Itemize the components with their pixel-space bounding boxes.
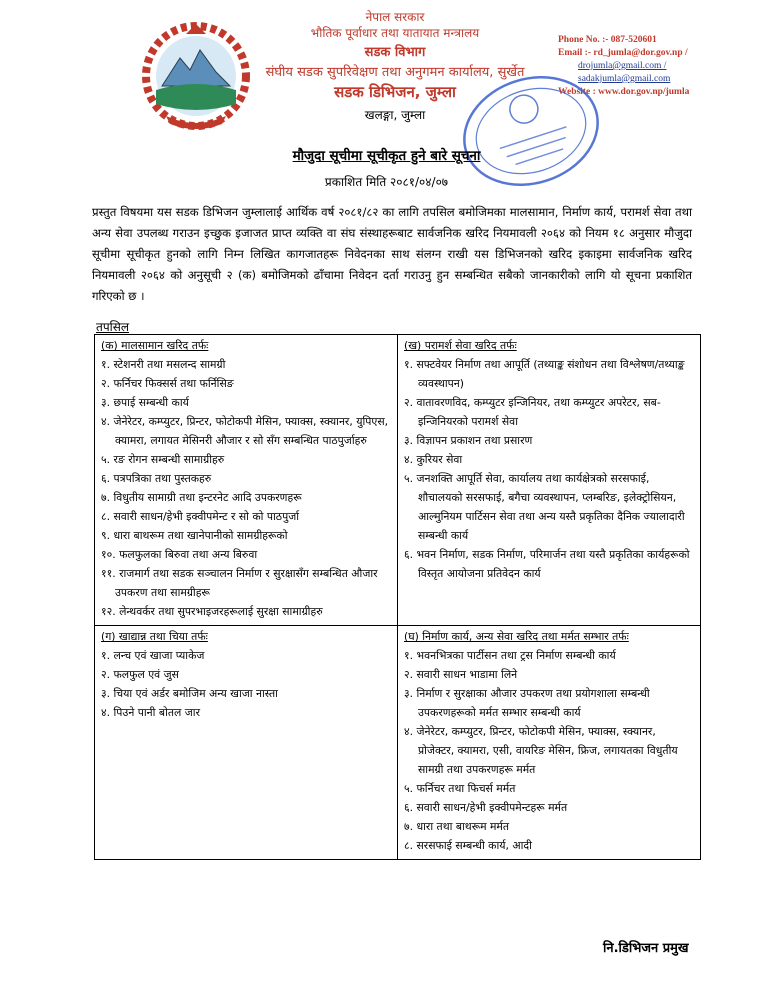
published-date: प्रकाशित मिति २०८१/०४/०७ [324, 175, 449, 189]
section-heading: (क) मालसामान खरिद तर्फः [101, 339, 209, 352]
section-gha [398, 626, 701, 860]
list-item: १०. फलफुलका बिरुवा तथा अन्य बिरुवा [101, 548, 258, 561]
list-item: १. लन्च एवं खाजा प्याकेज [101, 649, 205, 662]
list-item: ४. जेनेरेटर, कम्प्युटर, प्रिन्टर, फोटोकपी मेसिन, फ्याक्स, स्क्यानर, प्रोजेक्टर, क्यामरा, एसी, वायरिङ मेसिन, फ्रिज, लगायतका विधुतीय सामग्री तथा उपकरणहरू मर्मत [404, 725, 678, 776]
list-item: ८. सवारी साधन/हेभी इक्वीपमेन्ट र सो को पाठपुर्जा [101, 510, 300, 523]
list-item: १. भवनभित्रका पार्टीसन तथा ट्रस निर्माण सम्बन्धी कार्य [404, 649, 616, 662]
header-government: नेपाल सरकार [365, 10, 425, 24]
header-division: सडक डिभिजन, जुम्ला [334, 83, 456, 101]
header-ministry: भौतिक पूर्वाधार तथा यातायात मन्त्रालय [310, 26, 480, 40]
header-office: संघीय सडक सुपरिवेक्षण तथा अनुगमन कार्यालय, सुर्खेत [265, 65, 525, 80]
list-item: ११. राजमार्ग तथा सडक सञ्चालन निर्माण र सुरक्षासँग सम्बन्धित औजार उपकरण तथा सामग्रीहरू [101, 567, 378, 599]
notice-body: प्रस्तुत विषयमा यस सडक डिभिजन जुम्लालाई आर्थिक वर्ष २०८१/८२ का लागि तपसिल बमोजिमका मालसामान, निर्माण कार्य, परामर्श सेवा तथा अन्य सेवा उपलब्ध गराउन इच्छुक इजाजत प्राप्त व्यक्ति वा संघ संस्थाहरूबाट सार्वजनिक खरिद नियमावली २०६४ को नियम १८ अनुसार मौजुदा सूचीमा सूचीकृत हुनको लागि निम्न लिखित कागजातहरू निवेदनका साथ संलग्न राखी यस डिभिजनको खरिद इकाइमा सार्वजनिक खरिद नियमावली २०६४ को अनुसूची २ (क) बमोजिमको ढाँचामा निवेदन दर्ता गराउनु हुन सम्बन्धित सबैको जानकारीको लागि यो सूचना प्रकाशित गरिएको छ । [92, 205, 692, 303]
signature-title: नि.डिभिजन प्रमुख [603, 941, 689, 956]
list-item: १. सफ्टवेयर निर्माण तथा आपूर्ति (तथ्याङ्क संशोधन तथा विश्लेषण/तथ्याङ्क व्यवस्थापन) [404, 358, 685, 390]
list-item: ३. चिया एवं अर्डर बमोजिम अन्य खाजा नास्ता [101, 687, 278, 700]
list-item: २. फलफुल एवं जुस [101, 668, 179, 681]
email-link-sadak[interactable]: sadakjumla@gmail.com [578, 74, 671, 84]
list-item: ६. सवारी साधन/हेभी इक्वीपमेन्टहरू मर्मत [404, 801, 568, 814]
list-item: ६. भवन निर्माण, सडक निर्माण, परिमार्जन तथा यस्तै प्रकृतिका कार्यहरूको विस्तृत आयोजना प्रतिवेदन कार्य [404, 548, 690, 580]
phone-number: Phone No. :- 087-520601 [558, 35, 657, 45]
list-item: ४. कुरियर सेवा [404, 453, 463, 466]
list-item: ६. पत्रपत्रिका तथा पुस्तकहरु [101, 472, 212, 485]
section-ka [95, 335, 398, 626]
list-item: ३. निर्माण र सुरक्षाका औजार उपकरण तथा प्रयोगशाला सम्बन्धी उपकरणहरूको मर्मत सम्भार सम्बन्धी कार्य [404, 687, 650, 719]
table-row [95, 335, 701, 626]
email-primary: Email :- rd_jumla@dor.gov.np / [558, 48, 688, 58]
list-item: ३. विज्ञापन प्रकाशन तथा प्रसारण [404, 434, 533, 447]
list-item: ९. धारा बाथरूम तथा खानेपानीको सामग्रीहरूको [101, 529, 288, 542]
notice-title: मौजुदा सूचीमा सूचीकृत हुने बारे सूचना [292, 148, 481, 164]
list-item: १२. लेन्थवर्कर तथा सुपरभाइजरहरूलाई सुरक्षा सामाग्रीहरु [101, 605, 323, 618]
header-location: खलङ्गा, जुम्ला [364, 108, 426, 122]
procurement-table [94, 334, 701, 860]
table-row [95, 626, 701, 860]
list-item: ४. जेनेरेटर, कम्प्युटर, प्रिन्टर, फोटोकपी मेसिन, फ्याक्स, स्क्यानर, युपिएस, क्यामरा, लगायत मेसिनरी औजार र सो सँग सम्बन्धित पाठपुर्जाहरु [101, 415, 389, 447]
list-item: ५. रङ रोगन सम्बन्धी सामाग्रीहरु [101, 453, 225, 466]
section-heading: (घ) निर्माण कार्य, अन्य सेवा खरिद तथा मर्मत सम्भार तर्फः [404, 630, 629, 643]
list-item: २. वातावरणविद, कम्प्युटर इन्जिनियर, तथा कम्प्युटर अपरेटर, सब-इन्जिनियरको परामर्श सेवा [404, 396, 661, 428]
tapsil-label: तपसिल [96, 320, 130, 334]
section-heading: (ख) परामर्श सेवा खरिद तर्फः [404, 339, 517, 352]
list-item: ८. सरसफाई सम्बन्धी कार्य, आदी [404, 839, 532, 852]
list-item: २. फर्निचर फिक्सर्स तथा फर्निसिङ [101, 377, 234, 390]
list-item: ५. फर्निचर तथा फिचर्स मर्मत [404, 782, 516, 795]
list-item: ३. छपाई सम्बन्धी कार्य [101, 396, 189, 409]
list-item: १. स्टेशनरी तथा मसलन्द सामग्री [101, 358, 226, 371]
header-department: सडक विभाग [364, 45, 426, 60]
list-item: ७. धारा तथा बाथरूम मर्मत [404, 820, 510, 833]
section-heading: (ग) खाद्यान्न तथा चिया तर्फः [101, 630, 208, 643]
section-kha [398, 335, 701, 626]
list-item: ५. जनशक्ति आपूर्ति सेवा, कार्यालय तथा कार्यक्षेत्रको सरसफाई, शौचालयको सरसफाई, बगैचा व्यवस्थापन, प्लम्बरिङ, इलेक्ट्रोसियन, आल्मुनियम पार्टिसन सेवा तथा अन्य यस्तै प्रकृतिका दैनिक ज्यालादारी सम्बन्धी कार्य [404, 472, 685, 542]
list-item: २. सवारी साधन भाडामा लिने [404, 668, 518, 681]
website-link[interactable]: Website : www.dor.gov.np/jumla [558, 87, 690, 97]
section-ga [95, 626, 398, 860]
list-item: ४. पिउने पानी बोतल जार [101, 706, 200, 719]
email-link-gmail[interactable]: drojumla@gmail.com / [578, 61, 667, 71]
list-item: ७. विधुतीय सामाग्री तथा इन्टरनेट आदि उपकरणहरू [101, 491, 302, 504]
